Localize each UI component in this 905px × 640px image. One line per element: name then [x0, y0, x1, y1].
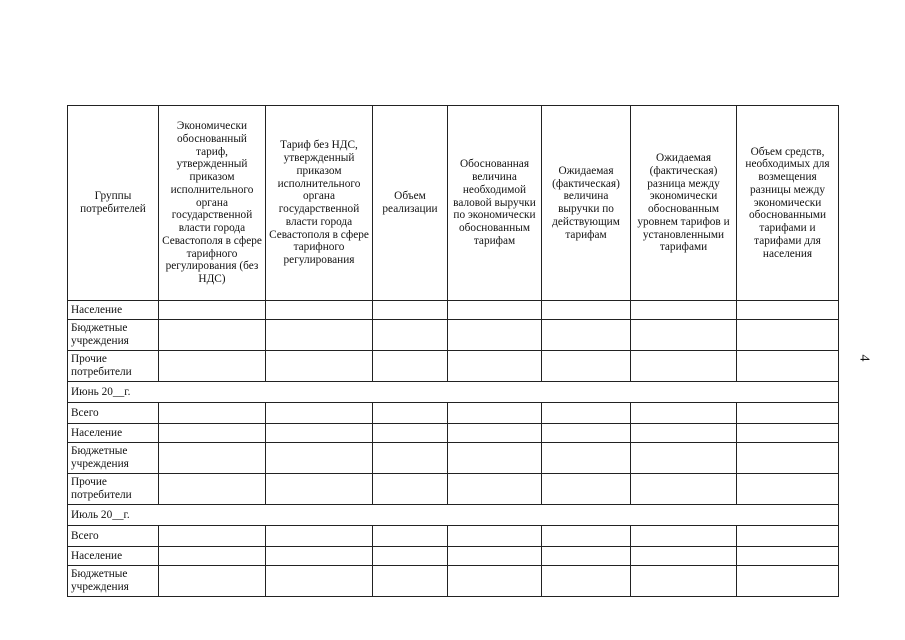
table-cell: [159, 301, 266, 320]
table-row: [68, 566, 839, 597]
header-cell: Объем реализации: [373, 106, 448, 301]
header-cell: Объем средств, необходимых для возмещения разницы между экономически обоснованными тарифами и тарифами для населения: [737, 106, 839, 301]
table-cell: [737, 526, 839, 547]
table-cell: [737, 403, 839, 424]
table-cell: [737, 320, 839, 351]
table-cell: [266, 424, 373, 443]
table-cell: [737, 566, 839, 597]
header-cell: Ожидаемая (фактическая) разница между экономически обоснованным уровнем тарифов и установленными тарифами: [631, 106, 737, 301]
table-cell: [159, 474, 266, 505]
table-cell: [373, 424, 448, 443]
table-cell: [373, 526, 448, 547]
table-cell: [631, 443, 737, 474]
table-row: [68, 424, 839, 443]
table-cell: [266, 547, 373, 566]
table-cell: [159, 403, 266, 424]
table-cell: [448, 443, 542, 474]
table-cell: [737, 547, 839, 566]
table-cell: [159, 547, 266, 566]
table-row: [68, 351, 839, 382]
table-cell: [373, 443, 448, 474]
table-cell: [266, 351, 373, 382]
section-label: Июль 20__г.: [68, 505, 839, 526]
table-row: [68, 547, 839, 566]
table-cell: [448, 424, 542, 443]
table-cell: [373, 403, 448, 424]
table-cell: [448, 351, 542, 382]
table-cell: [448, 474, 542, 505]
table-cell: [159, 566, 266, 597]
page-number: 4: [856, 354, 872, 362]
table-cell: [159, 320, 266, 351]
row-label: Бюджетные учреждения: [68, 566, 159, 597]
table-row: [68, 403, 839, 424]
table-cell: [448, 547, 542, 566]
table-cell: [631, 301, 737, 320]
table-cell: [159, 351, 266, 382]
table-cell: [631, 474, 737, 505]
table-cell: [542, 424, 631, 443]
header-cell: Группы потребителей: [68, 106, 159, 301]
row-label: Прочие потребители: [68, 474, 159, 505]
table-cell: [631, 547, 737, 566]
row-label: Население: [68, 301, 159, 320]
table-cell: [266, 403, 373, 424]
table-cell: [266, 474, 373, 505]
row-label: Бюджетные учреждения: [68, 443, 159, 474]
header-row: [68, 106, 839, 301]
table-cell: [266, 320, 373, 351]
row-label: Население: [68, 424, 159, 443]
table-cell: [631, 526, 737, 547]
table-row: [68, 526, 839, 547]
table-cell: [542, 403, 631, 424]
table-row: [68, 301, 839, 320]
table-cell: [266, 301, 373, 320]
table-cell: [448, 301, 542, 320]
table-cell: [631, 424, 737, 443]
table-cell: [542, 443, 631, 474]
table-cell: [373, 301, 448, 320]
table-cell: [737, 474, 839, 505]
table-cell: [631, 351, 737, 382]
table-cell: [631, 320, 737, 351]
table-cell: [373, 320, 448, 351]
table-cell: [542, 547, 631, 566]
table-cell: [448, 566, 542, 597]
table-cell: [631, 403, 737, 424]
table-cell: [542, 320, 631, 351]
header-cell: Обоснованная величина необходимой валовой выручки по экономически обоснованным тарифам: [448, 106, 542, 301]
table-cell: [737, 443, 839, 474]
header-cell: Тариф без НДС, утвержденный приказом исполнительного органа государственной власти города Севастополя в сфере тарифного регулирования: [266, 106, 373, 301]
table-cell: [542, 301, 631, 320]
table-cell: [448, 403, 542, 424]
section-row: [68, 382, 839, 403]
table-cell: [266, 443, 373, 474]
table-cell: [159, 424, 266, 443]
table-cell: [373, 547, 448, 566]
row-label: Прочие потребители: [68, 351, 159, 382]
table-cell: [373, 566, 448, 597]
tariff-table: [67, 105, 839, 597]
row-label: Население: [68, 547, 159, 566]
table-cell: [542, 526, 631, 547]
table-row: [68, 320, 839, 351]
header-cell: Экономически обоснованный тариф, утвержденный приказом исполнительного органа государственной власти города Севастополя в сфере тарифного регулирования (без НДС): [159, 106, 266, 301]
table-cell: [448, 526, 542, 547]
section-row: [68, 505, 839, 526]
table-cell: [737, 424, 839, 443]
table-row: [68, 443, 839, 474]
table-cell: [159, 443, 266, 474]
table-row: [68, 474, 839, 505]
table-cell: [266, 566, 373, 597]
table-cell: [542, 474, 631, 505]
table-cell: [448, 320, 542, 351]
row-label: Бюджетные учреждения: [68, 320, 159, 351]
section-label: Июнь 20__г.: [68, 382, 839, 403]
table-cell: [631, 566, 737, 597]
table-cell: [159, 526, 266, 547]
table-cell: [542, 351, 631, 382]
table-cell: [266, 526, 373, 547]
row-label: Всего: [68, 526, 159, 547]
table-cell: [373, 351, 448, 382]
table-cell: [373, 474, 448, 505]
header-cell: Ожидаемая (фактическая) величина выручки по действующим тарифам: [542, 106, 631, 301]
table-cell: [737, 351, 839, 382]
table-cell: [542, 566, 631, 597]
table-cell: [737, 301, 839, 320]
row-label: Всего: [68, 403, 159, 424]
